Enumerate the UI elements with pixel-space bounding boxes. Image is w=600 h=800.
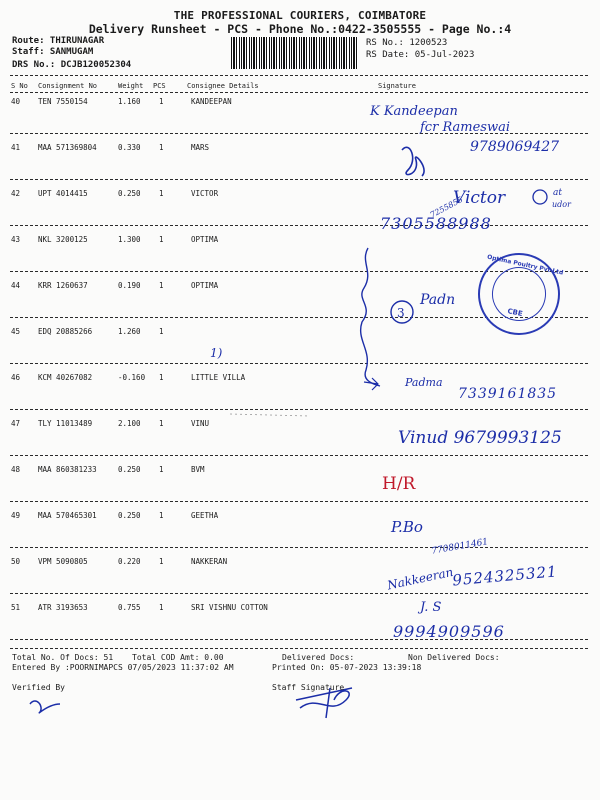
- hw-r41-small: 7255855: [428, 194, 465, 220]
- cell-consignee: VICTOR: [191, 189, 219, 198]
- hw-r48-text: H/R: [382, 474, 416, 494]
- cell-consignment: MAA 860381233: [38, 465, 97, 474]
- row-rule: [10, 363, 588, 364]
- cell-consignee: OPTIMA: [191, 235, 219, 244]
- cell-pcs: 1: [159, 189, 164, 198]
- cell-consignment: TLY 11013489: [38, 419, 93, 428]
- runsheet-title: Delivery Runsheet - PCS - Phone No.:0422-3505555 - Page No.:4: [88, 22, 512, 36]
- cell-sno: 45: [11, 327, 21, 336]
- hw-r51-phone: 9994909596: [393, 622, 505, 641]
- cell-weight: 0.220: [118, 557, 141, 566]
- cell-sno: 49: [11, 511, 21, 520]
- hw-r45-mark: 1): [210, 346, 223, 360]
- arrow-r45: [364, 378, 378, 390]
- cell-consignee: NAKKERAN: [191, 557, 228, 566]
- cell-weight: 1.260: [118, 327, 141, 336]
- hw-r40-line2: fcr Rameswai: [420, 120, 511, 135]
- cell-sno: 47: [11, 419, 21, 428]
- cell-weight: 0.250: [118, 189, 141, 198]
- cell-consignment: TEN 7550154: [38, 97, 88, 106]
- hw-r49-phone: 7708011461: [430, 537, 489, 557]
- cell-consignment: KRR 1260637: [38, 281, 88, 290]
- non-delivered-docs: Non Delivered Docs:: [408, 653, 500, 662]
- hw-r50-phone: 9524325321: [451, 562, 559, 590]
- hw-r46-phone: 7339161835: [458, 386, 558, 402]
- row-rule: [10, 409, 588, 410]
- cell-sno: 43: [11, 235, 21, 244]
- hw-r46-name: Padma: [405, 376, 443, 389]
- stamp-city: CBE: [506, 307, 524, 319]
- cell-consignee: LITTLE VILLA: [191, 373, 246, 382]
- col-consignee: Consignee Details: [187, 82, 259, 90]
- staff: Staff: SANMUGAM: [12, 47, 94, 57]
- staff-signature: Staff Signature: [272, 683, 345, 692]
- cell-sno: 44: [11, 281, 21, 290]
- cell-sno: 48: [11, 465, 21, 474]
- cell-consignment: EDQ 20885266: [38, 327, 93, 336]
- printed-on: Printed On: 05-07-2023 13:39:18: [272, 663, 422, 672]
- cell-sno: 50: [11, 557, 21, 566]
- cell-weight: 1.160: [118, 97, 141, 106]
- cell-sno: 46: [11, 373, 21, 382]
- cell-consignee: MARS: [191, 143, 210, 152]
- staff-signature-stroke: [296, 688, 352, 718]
- col-pcs: PCS: [153, 82, 166, 90]
- entered-by: Entered By :POORNIMAPCS 07/05/2023 11:37:02 AM: [12, 663, 234, 672]
- cell-pcs: 1: [159, 373, 164, 382]
- footer-rule: [10, 648, 588, 649]
- header-top-rule: [10, 75, 588, 76]
- cell-weight: -0.160: [118, 373, 146, 382]
- hw-r47-text: Vinud 9679993125: [398, 428, 562, 448]
- cell-consignee: BVM: [191, 465, 205, 474]
- col-signature: Signature: [378, 82, 416, 90]
- cell-pcs: 1: [159, 603, 164, 612]
- hw-r42-note2: udor: [552, 200, 571, 209]
- cell-pcs: 1: [159, 419, 164, 428]
- hw-r49-sig: P.Bo: [391, 518, 423, 536]
- cell-sno: 51: [11, 603, 21, 612]
- hw-r51-sig: J. S: [420, 600, 442, 615]
- ink-smudge: [230, 414, 310, 416]
- cell-weight: 0.330: [118, 143, 141, 152]
- cell-sno: 42: [11, 189, 21, 198]
- cell-consignment: NKL 3200125: [38, 235, 88, 244]
- cell-pcs: 1: [159, 281, 164, 290]
- cell-pcs: 1: [159, 235, 164, 244]
- total-docs: Total No. Of Docs: 51: [12, 653, 114, 662]
- hw-r43-phone: 7305588988: [380, 214, 492, 233]
- cell-consignee: VINU: [191, 419, 210, 428]
- route: Route: THIRUNAGAR: [12, 36, 105, 46]
- drs-number: DRS No.: DCJB120052304: [12, 60, 132, 70]
- barcode: [231, 37, 358, 69]
- cell-weight: 2.100: [118, 419, 141, 428]
- cell-pcs: 1: [159, 97, 164, 106]
- row-rule: [10, 547, 588, 548]
- total-cod: Total COD Amt: 0.00: [132, 653, 224, 662]
- col-sno: S No: [11, 82, 28, 90]
- stamp-text: Optima Poultry Pvt Ltd: [486, 253, 564, 277]
- company-name: THE PROFESSIONAL COURIERS, COIMBATORE: [173, 9, 427, 22]
- cell-weight: 0.250: [118, 511, 141, 520]
- cell-pcs: 1: [159, 557, 164, 566]
- cell-weight: 1.300: [118, 235, 141, 244]
- cell-weight: 0.250: [118, 465, 141, 474]
- hw-r50-name: Nakkeeran: [385, 564, 455, 593]
- cell-consignment: KCM 40267082: [38, 373, 93, 382]
- col-weight: Weight: [118, 82, 144, 90]
- delivered-docs: Delivered Docs:: [282, 653, 355, 662]
- cell-pcs: 1: [159, 143, 164, 152]
- svg-text:3: 3: [397, 306, 405, 320]
- cell-weight: 0.755: [118, 603, 141, 612]
- rs-date: RS Date: 05-Jul-2023: [366, 50, 475, 60]
- cell-sno: 41: [11, 143, 21, 152]
- cell-consignment: MAA 570465301: [38, 511, 97, 520]
- verified-signature-stroke: [30, 701, 60, 713]
- cell-consignee: GEETHA: [191, 511, 219, 520]
- row-rule: [10, 593, 588, 594]
- cell-consignment: UPT 4014415: [38, 189, 88, 198]
- cell-weight: 0.190: [118, 281, 141, 290]
- hw-r41-phone: 9789069427: [470, 139, 560, 155]
- hw-r42-name: Victor: [453, 188, 506, 208]
- hw-r42-note: at: [553, 188, 562, 198]
- cell-consignment: VPM 5090805: [38, 557, 88, 566]
- cell-consignment: MAA 571369804: [38, 143, 97, 152]
- cell-consignee: SRI VISHNU COTTON: [191, 603, 268, 612]
- cell-pcs: 1: [159, 465, 164, 474]
- cell-pcs: 1: [159, 511, 164, 520]
- header-bottom-rule: [10, 92, 588, 93]
- row-rule: [10, 455, 588, 456]
- cell-sno: 40: [11, 97, 21, 106]
- hw-r44-text: Padn: [420, 292, 456, 308]
- cell-consignee: KANDEEPAN: [191, 97, 232, 106]
- cell-consignment: ATR 3193653: [38, 603, 88, 612]
- rs-number: RS No.: 1200523: [366, 38, 448, 48]
- verified-by: Verified By: [12, 683, 65, 692]
- row-rule: [10, 501, 588, 502]
- col-consignment: Consignment No: [38, 82, 98, 90]
- scribble-sig-r41: [402, 147, 424, 176]
- hw-r40-line1: K Kandeepan: [370, 104, 458, 119]
- circle-mark-r44: [391, 301, 413, 323]
- cell-consignee: OPTIMA: [191, 281, 219, 290]
- cell-pcs: 1: [159, 327, 164, 336]
